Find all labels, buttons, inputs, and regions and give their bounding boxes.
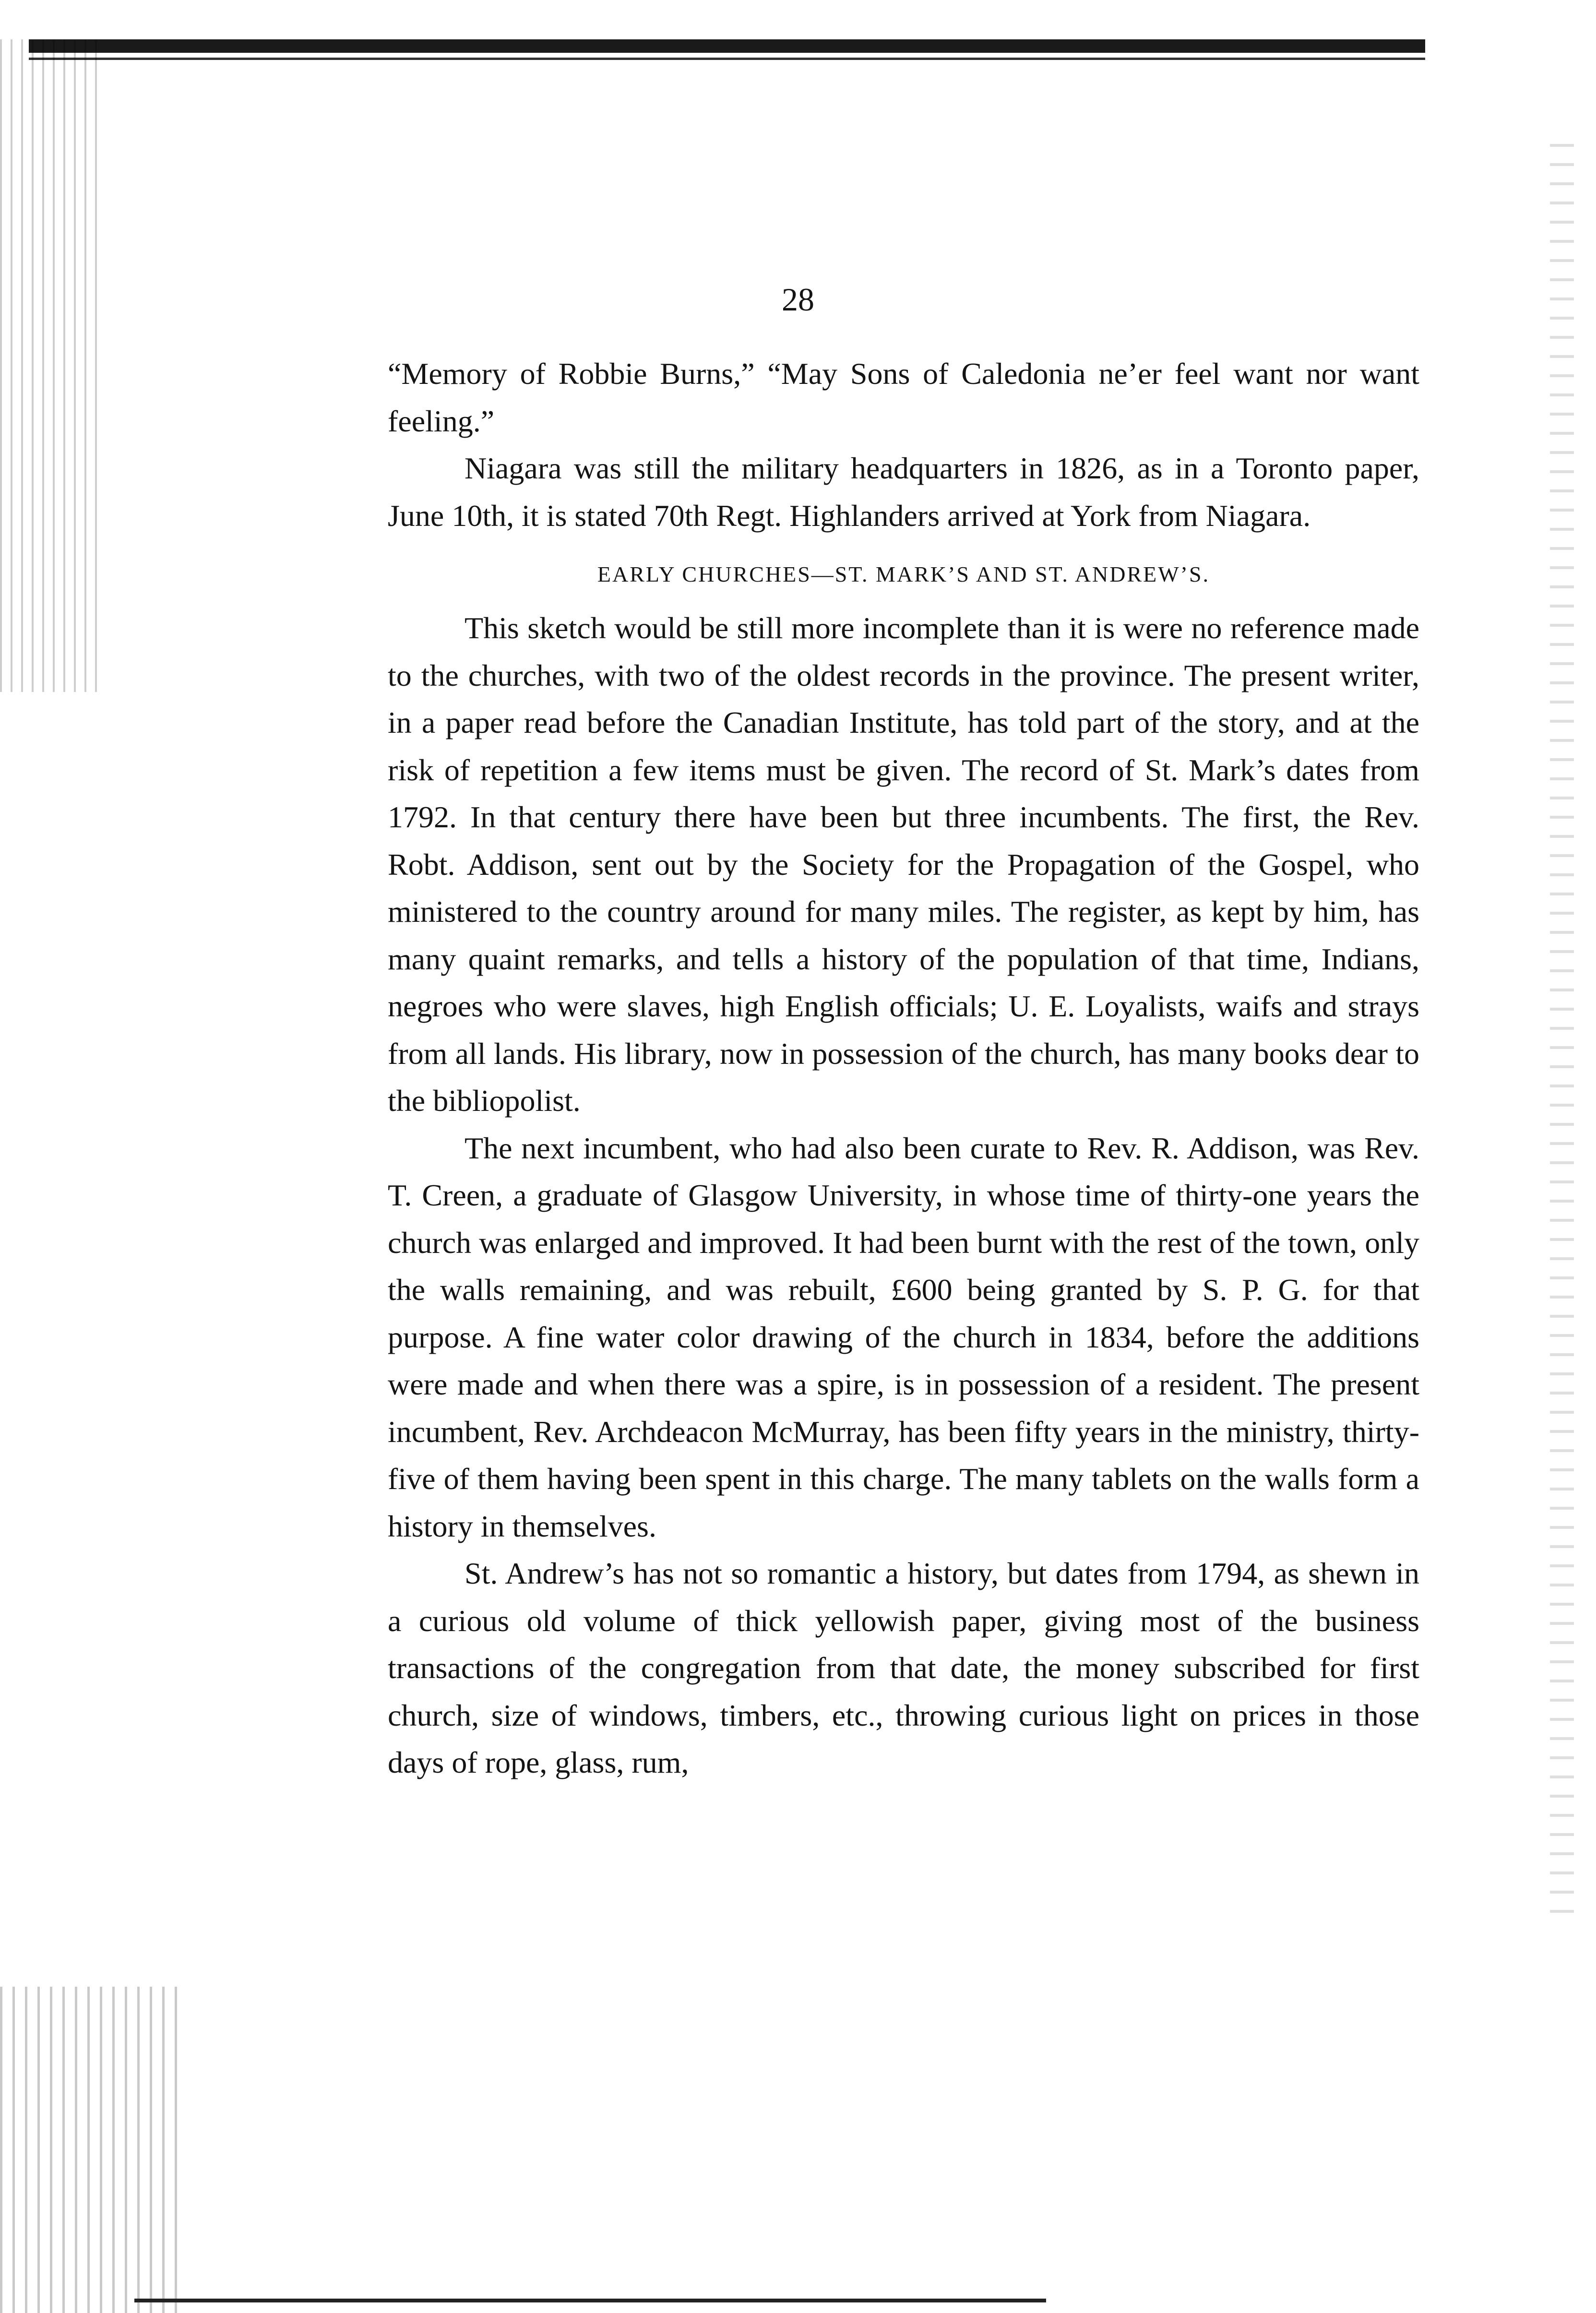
paragraph-burns-toast: “Memory of Robbie Burns,” “May Sons of Caledonia ne’er feel want nor want feeling.” (388, 357, 1419, 438)
scan-border-top (29, 39, 1425, 53)
paragraph-st-marks-history: This sketch would be still more incomplete than it is were no reference made to the churches, with two of the oldest records in the province. The present writer, in a paper read before the Canadian Institute, has told part of the story, and at the risk of repetition a few items must be given. The record of St. Mark’s dates from 1792. In that century there have been but three incumbents. The first, the Rev. Robt. Addison, sent out by the Society for the Propagation of the Gospel, who ministered to the country around for many miles. The register, as kept by him, has many quaint remarks, and tells a history of the population of that time, Indians, negroes who were slaves, high English officials; U. E. Loyalists, waifs and strays from all lands. His library, now in possession of the church, has many books dear to the bibliopolist. (388, 611, 1419, 1118)
paragraph-next-incumbent: The next incumbent, who had also been curate to Rev. R. Addison, was Rev. T. Creen, a graduate of Glasgow University, in whose time of thirty-one years the church was enlarged and improved. It had been burnt with the rest of the town, only the walls remaining, and was rebuilt, £600 being granted by S. P. G. for that purpose. A fine water color drawing of the church in 1834, before the additions were made and when there was a spire, is in possession of a resident. The present incumbent, Rev. Archdeacon McMurray, has been fifty years in the ministry, thirty-five of them having been spent in this charge. The many tablets on the walls form a history in themselves. (388, 1131, 1419, 1543)
scan-border-top-thin (29, 58, 1425, 60)
page-body (388, 350, 1419, 1787)
paragraph-st-andrews-history: St. Andrew’s has not so romantic a history, but dates from 1794, as shewn in a curious old volume of thick yellowish paper, giving most of the business transactions of the congregation from that date, the money subscribed for first church, size of windows, timbers, etc., throwing curious light on prices in those days of rope, glass, rum, (388, 1556, 1419, 1779)
page-number: 28 (782, 281, 814, 318)
scan-border-bottom (134, 2299, 1046, 2302)
scan-edge-right (1550, 144, 1574, 1920)
scan-binding-edge-lower (0, 1987, 182, 2313)
section-heading: EARLY CHURCHES—ST. MARK’S AND ST. ANDREW’S. (597, 562, 1210, 586)
scan-binding-edge-upper (0, 39, 101, 692)
paragraph-niagara-headquarters: Niagara was still the military headquarters in 1826, as in a Toronto paper, June 10th, it is stated 70th Regt. Highlanders arrived at York from Niagara. (388, 451, 1419, 533)
